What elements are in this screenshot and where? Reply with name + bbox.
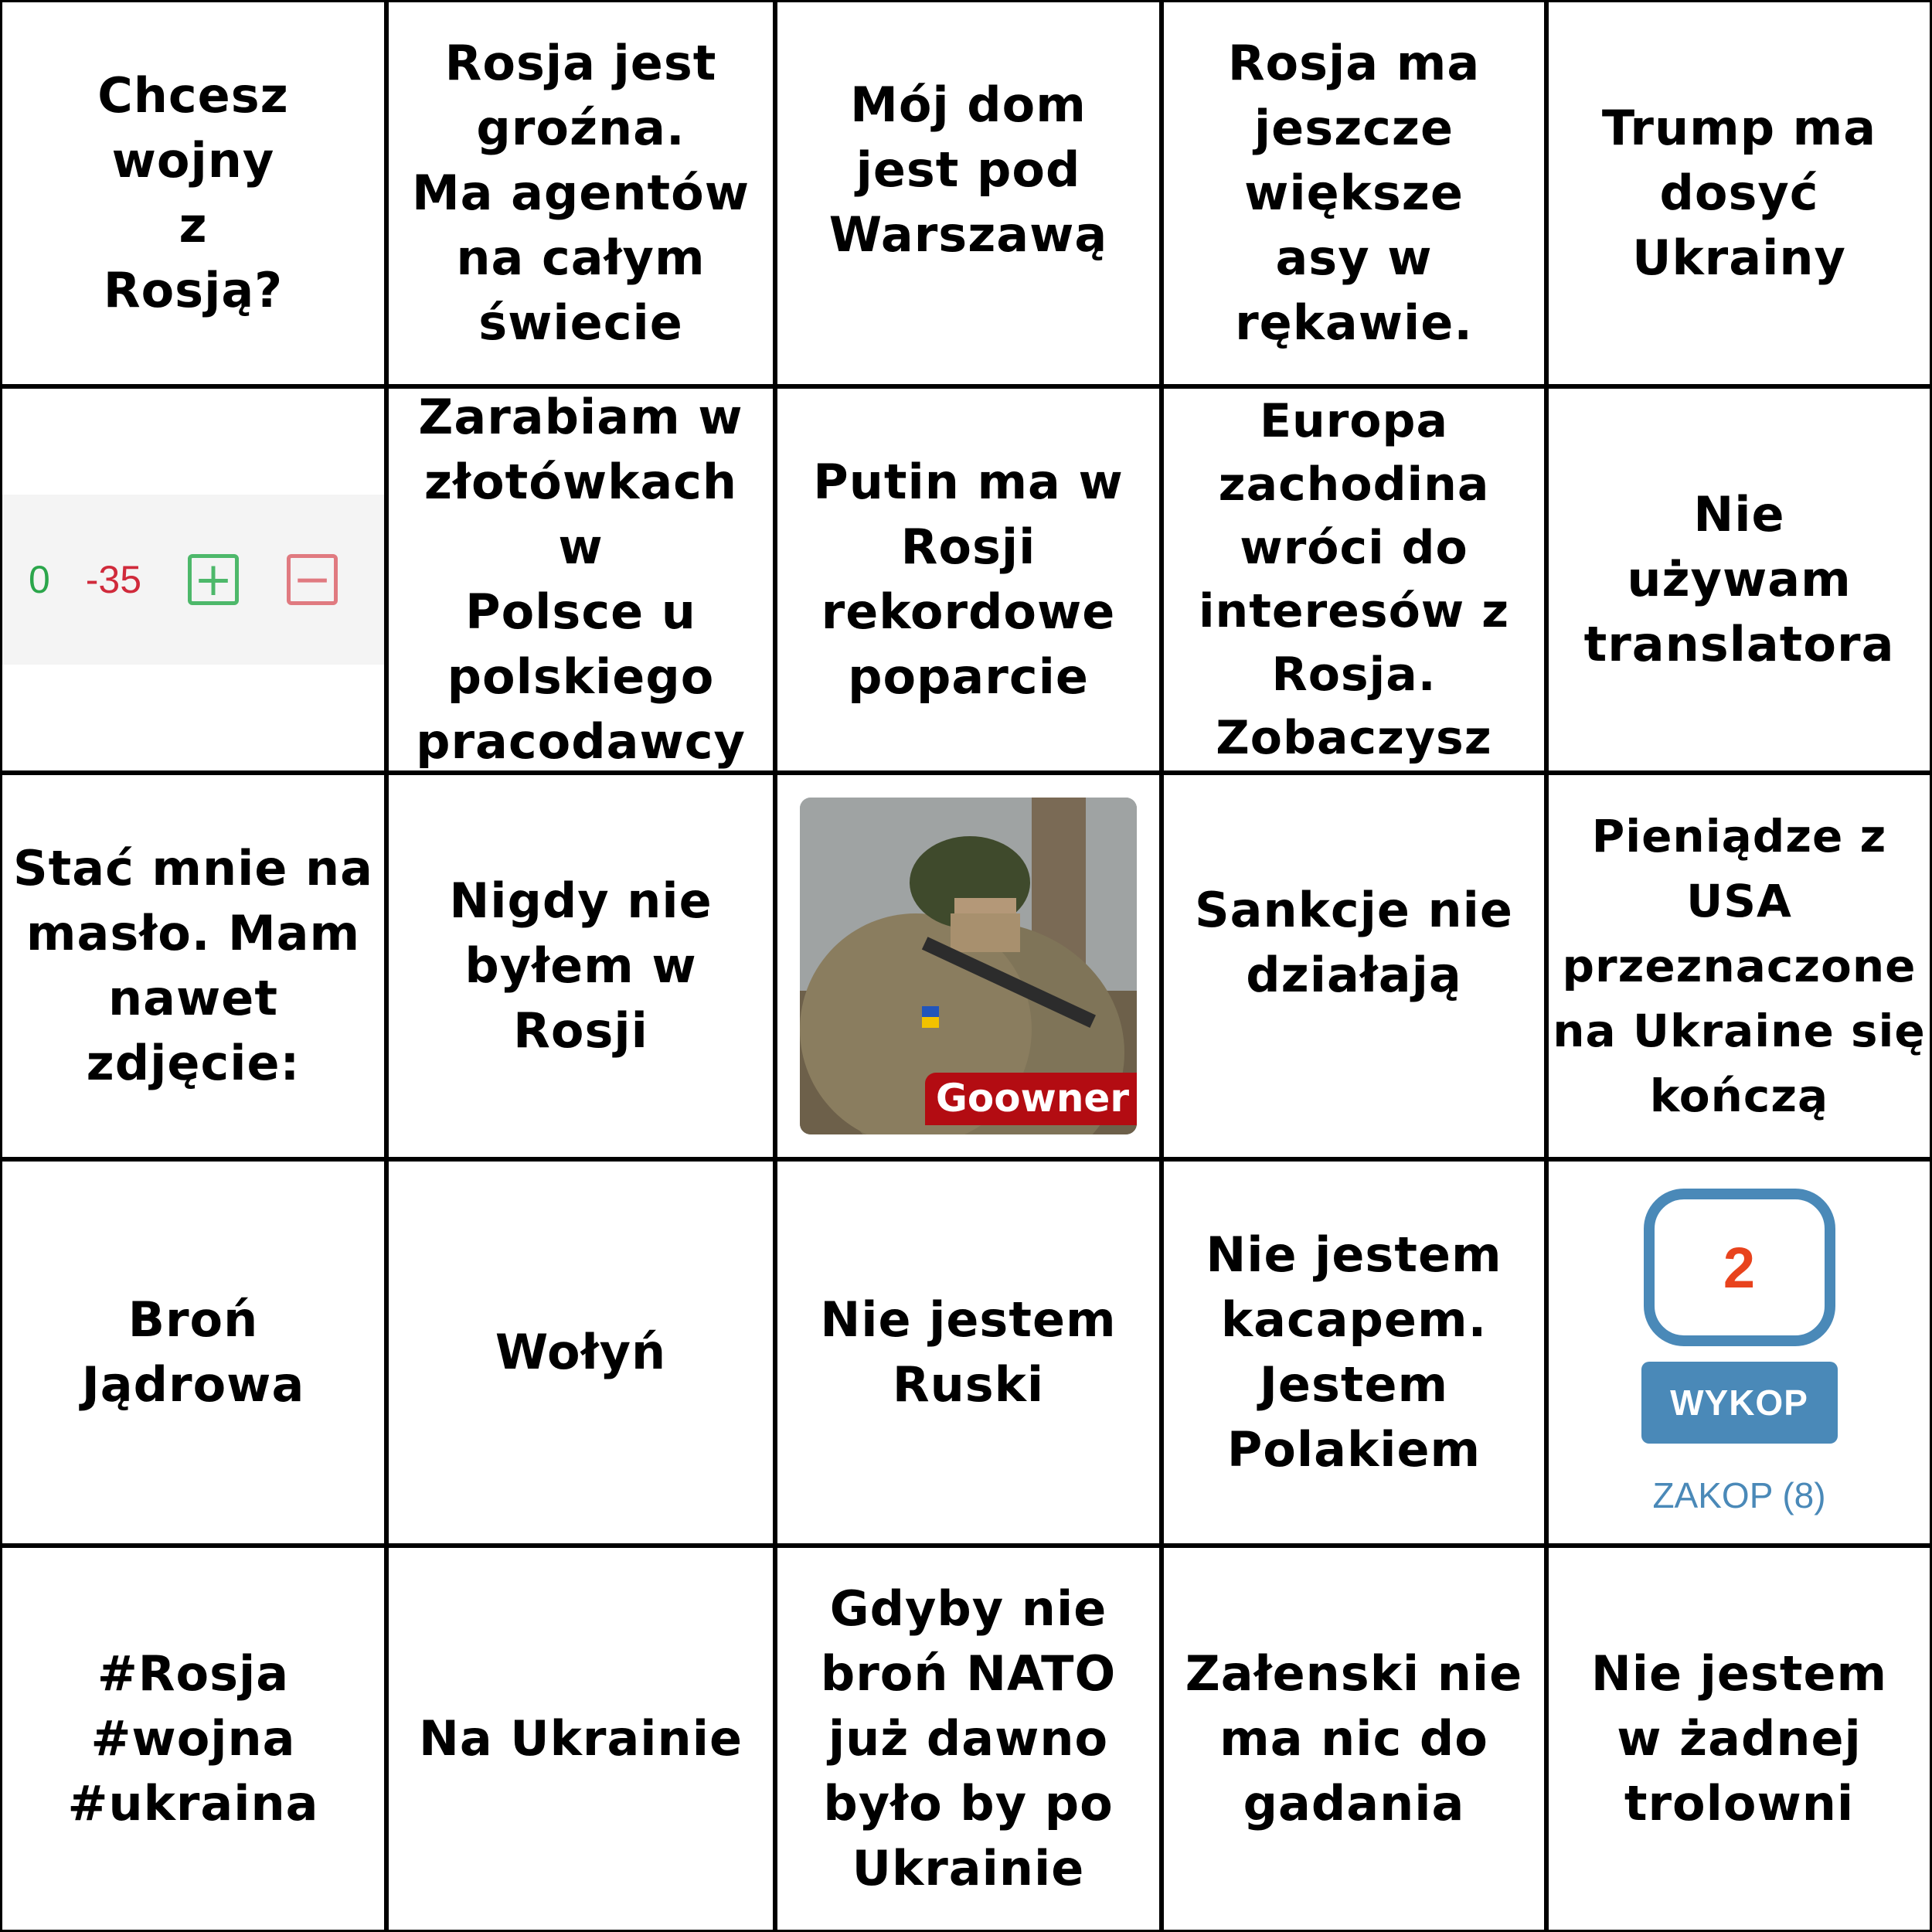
bingo-cell (386, 1159, 775, 1546)
bingo-cell (1162, 0, 1546, 386)
cell-text: Putin ma w Rosji rekordowe poparcie (813, 454, 1124, 705)
bingo-cell (0, 1159, 386, 1546)
cell-text: Nie jestem kacapem. Jestem Polakiem (1206, 1226, 1502, 1478)
upvote-button[interactable]: + (188, 554, 239, 605)
cell-text: Broń Jądrowa (81, 1291, 305, 1413)
wykop-count-box (1644, 1189, 1835, 1346)
bingo-cell (1546, 773, 1932, 1159)
bingo-cell (386, 386, 775, 773)
cell-text: Gdyby nie broń NATO już dawno było by po Ukrainie (820, 1580, 1117, 1896)
bingo-cell-photo (775, 773, 1162, 1159)
cell-text: Trump ma dosyć Ukrainy (1601, 100, 1877, 286)
bingo-cell (386, 0, 775, 386)
bingo-cell (0, 1546, 386, 1932)
cell-text: Zarabiam w złotówkach w Polsce u polskiego pracodawcy (416, 389, 746, 770)
vote-plus-count: 0 (28, 558, 50, 601)
wykop-widget (1641, 1189, 1838, 1516)
bingo-cell (1546, 0, 1932, 386)
cell-text: #Rosja #wojna #ukraina (67, 1645, 319, 1832)
bingo-cell (1546, 1546, 1932, 1932)
bingo-cell (386, 1546, 775, 1932)
bingo-cell (775, 1159, 1162, 1546)
bingo-cell-wykop-widget (1546, 1159, 1932, 1546)
wykop-count: 2 (1723, 1235, 1756, 1300)
cell-text: Europa zachodina wróci do interesów z Rosja. Zobaczysz (1198, 394, 1510, 765)
cell-text: Mój dom jest pod Warszawą (828, 77, 1108, 263)
wykop-button[interactable]: WYKOP (1641, 1362, 1838, 1444)
bingo-cell (0, 773, 386, 1159)
cell-text: Nie jestem w żadnej trolowni (1590, 1645, 1888, 1832)
vote-widget (1, 495, 386, 665)
zakop-link[interactable]: ZAKOP (8) (1652, 1475, 1826, 1515)
cell-text: Nigdy nie byłem w Rosji (449, 872, 713, 1059)
cell-text: Nie używam translatora (1583, 486, 1895, 672)
bingo-cell (1162, 773, 1546, 1159)
downvote-button[interactable]: − (287, 554, 338, 605)
bingo-cell (775, 386, 1162, 773)
cell-text: Stać mnie na masło. Mam nawet zdjęcie: (12, 840, 374, 1091)
cell-text: Pieniądze z USA przeznaczone na Ukraine się kończą (1553, 810, 1926, 1122)
cell-text: Sankcje nie działają (1195, 882, 1513, 1003)
bingo-cell (386, 773, 775, 1159)
bingo-cell (1162, 1159, 1546, 1546)
bingo-cell (775, 1546, 1162, 1932)
cell-text: Na Ukrainie (419, 1710, 743, 1767)
bingo-cell (1162, 1546, 1546, 1932)
cell-text: Rosja jest groźna. Ma agentów na całym świecie (411, 35, 750, 351)
cell-text: Wołyń (495, 1324, 667, 1380)
cell-text: Nie jestem Ruski (820, 1291, 1117, 1413)
bingo-cell (1546, 386, 1932, 773)
cell-text: Załenski nie ma nic do gadania (1185, 1645, 1523, 1832)
bingo-cell-vote-widget (0, 386, 386, 773)
bingo-cell (0, 0, 386, 386)
bingo-cell (1162, 386, 1546, 773)
soldier-photo (800, 798, 1137, 1134)
bingo-cell (775, 0, 1162, 386)
cell-text: Rosja ma jeszcze większe asy w rękawie. (1227, 35, 1481, 351)
vote-minus-count: -35 (85, 558, 142, 601)
photo-watermark-label: Goowner (925, 1073, 1137, 1125)
cell-text: Chcesz wojny z Rosją? (97, 67, 289, 318)
